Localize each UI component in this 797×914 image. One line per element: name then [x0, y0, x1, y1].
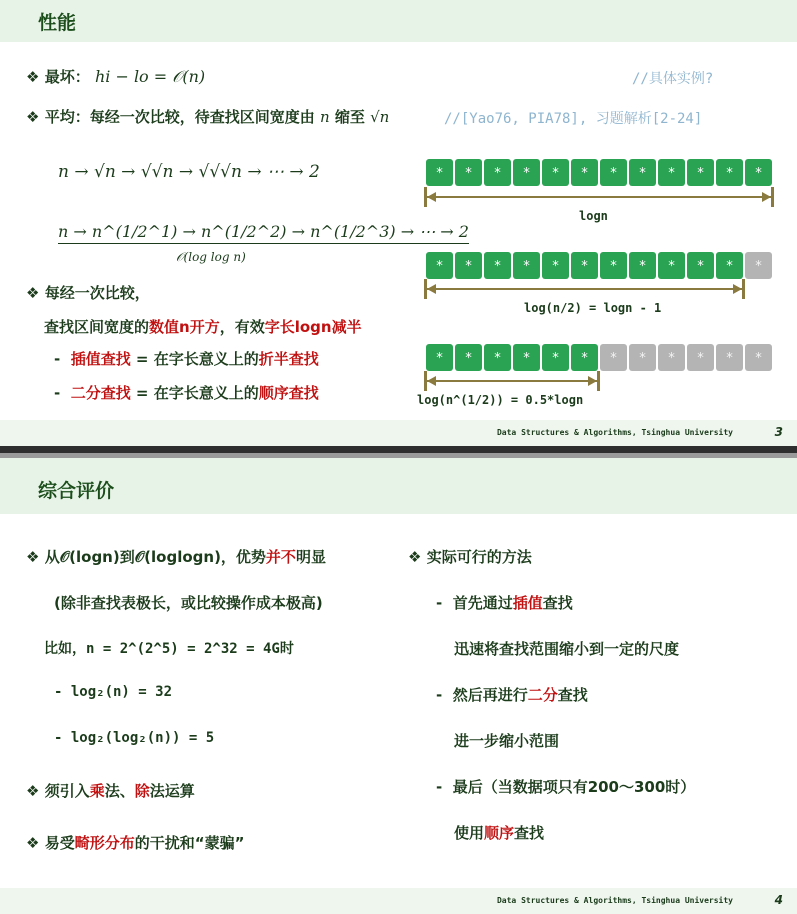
dist-b: 畸形分布 [74, 834, 135, 852]
arrow-logn-minus-1 [424, 281, 745, 297]
slide-title: 综合评价 [38, 480, 115, 502]
eliminated-cell: * [658, 344, 685, 371]
s2-c: 查找 [557, 686, 588, 704]
active-cell: * [629, 159, 656, 186]
practical-head [408, 546, 532, 567]
title-bar [0, 458, 797, 514]
cell-row-full [426, 159, 774, 186]
dist-c: 的干扰和“蒙骗” [134, 834, 245, 852]
advantage-end: 明显 [295, 548, 326, 566]
active-cell: * [571, 344, 598, 371]
binary-equals-sequential-line [54, 382, 319, 403]
active-cell: * [571, 252, 598, 279]
active-cell: * [455, 344, 482, 371]
active-cell: * [658, 159, 685, 186]
active-cell: * [687, 252, 714, 279]
dash: - [436, 686, 443, 704]
active-cell: * [687, 159, 714, 186]
eliminated-cell: * [745, 344, 772, 371]
s2-b: 二分 [527, 686, 558, 704]
footer-bar [0, 888, 797, 914]
worst-comment: //具体实例? [632, 71, 714, 87]
width-text-c: ，有效 [219, 318, 265, 336]
active-cell: * [513, 344, 540, 371]
bullet-icon: ❖ [408, 548, 422, 566]
worst-case-line [26, 66, 205, 87]
power-chain-formula: n → n^(1/2^1) → n^(1/2^2) → n^(1/2^3) → ⋯ → 2 [58, 222, 469, 244]
slide-performance [0, 0, 797, 446]
active-cell: * [542, 159, 569, 186]
advantage-line [26, 546, 326, 567]
width-text-d: 字长logn减半 [264, 318, 362, 336]
average-mid: 缩至 [329, 108, 365, 126]
bullet-icon: ❖ [26, 284, 40, 302]
md-d: 除 [134, 782, 150, 800]
practical-head-text: 实际可行的方法 [426, 548, 532, 566]
active-cell: * [455, 159, 482, 186]
s1-a: 首先通过 [452, 594, 513, 612]
md-a: 须引入 [44, 782, 90, 800]
page-number: 4 [774, 893, 783, 907]
active-cell: * [745, 159, 772, 186]
eliminated-cell: * [600, 344, 627, 371]
bullet-icon: ❖ [26, 782, 40, 800]
step3-sub [454, 822, 544, 843]
eliminated-cell: * [745, 252, 772, 279]
active-cell: * [513, 252, 540, 279]
eliminated-cell: * [716, 344, 743, 371]
eliminated-cell: * [687, 344, 714, 371]
md-e: 法运算 [149, 782, 195, 800]
active-cell: * [658, 252, 685, 279]
label-half-logn: log(n^(1/2)) = 0.5*logn [417, 393, 584, 407]
worst-label: 最坏： [44, 68, 90, 86]
s3-sub-b: 顺序 [484, 824, 515, 842]
interp-text: 插值查找 [70, 350, 131, 368]
equals-text: = 在字长意义上的 [130, 384, 259, 402]
s3-sub-a: 使用 [454, 824, 485, 842]
example-line: 比如，n = 2^(2^5) = 2^32 = 4G时 [44, 641, 294, 657]
average-label: 平均：每经一次比较，待查找区间宽度由 [44, 108, 315, 126]
active-cell: * [426, 252, 453, 279]
loglog-example: - log₂(log₂(n)) = 5 [54, 730, 215, 746]
binary-text: 折半查找 [258, 350, 319, 368]
title-bar [0, 0, 797, 42]
s3-text: 最后（当数据项只有200～300时） [452, 778, 696, 796]
active-cell: * [600, 252, 627, 279]
active-cell: * [455, 252, 482, 279]
active-cell: * [484, 252, 511, 279]
cell-row-sqrt [426, 344, 774, 371]
multiply-divide-line [26, 780, 195, 801]
width-text-a: 查找区间宽度的 [44, 318, 150, 336]
dash: - [54, 350, 61, 368]
slide-title: 性能 [38, 12, 77, 34]
average-n: n [319, 108, 330, 126]
width-text-b: 数值n开方 [149, 318, 220, 336]
s3-sub-c: 查找 [514, 824, 545, 842]
each-compare-line [26, 282, 150, 303]
each-compare-text: 每经一次比较， [44, 284, 150, 302]
label-logn: logn [579, 209, 608, 223]
dash: - [436, 594, 443, 612]
step3-line [436, 776, 695, 797]
loglog-underbrace-label: 𝒪(log log n) [176, 250, 246, 264]
s2-a: 然后再进行 [452, 686, 528, 704]
step2-sub: 进一步缩小范围 [454, 732, 560, 750]
page-number: 3 [774, 425, 783, 439]
eliminated-cell: * [629, 344, 656, 371]
sequential-text: 顺序查找 [258, 384, 319, 402]
average-case-line [26, 106, 389, 127]
arrow-half-logn [424, 373, 600, 389]
step1-sub: 迅速将查找范围缩小到一定的尺度 [454, 640, 680, 658]
binary-text: 二分查找 [70, 384, 131, 402]
distribution-line [26, 832, 244, 853]
active-cell: * [571, 159, 598, 186]
active-cell: * [484, 344, 511, 371]
footer-bar [0, 420, 797, 446]
bullet-icon: ❖ [26, 68, 40, 86]
worst-formula: hi − lo = 𝒪(n) [94, 67, 206, 86]
dash: - [436, 778, 443, 796]
arrow-logn [424, 189, 774, 205]
average-comment: //[Yao76, PIA78], 习题解析[2-24] [444, 111, 703, 127]
footer-text: Data Structures & Algorithms, Tsinghua University [496, 428, 733, 437]
bullet-icon: ❖ [26, 548, 40, 566]
advantage-red: 并不 [265, 548, 296, 566]
equals-text: = 在字长意义上的 [130, 350, 259, 368]
label-logn-minus-1: log(n/2) = logn - 1 [524, 301, 662, 315]
advantage-text: 从𝒪(logn)到𝒪(loglogn)，优势 [44, 548, 266, 566]
active-cell: * [716, 159, 743, 186]
cell-row-half [426, 252, 774, 279]
average-sqrtn: √n [370, 108, 390, 126]
slide-evaluation [0, 458, 797, 914]
active-cell: * [513, 159, 540, 186]
unless-line: (除非查找表极长，或比较操作成本极高) [54, 594, 323, 612]
sqrt-chain-formula: n → √n → √√n → √√√n → ⋯ → 2 [58, 162, 320, 182]
bullet-icon: ❖ [26, 834, 40, 852]
active-cell: * [426, 159, 453, 186]
dist-a: 易受 [44, 834, 75, 852]
active-cell: * [542, 344, 569, 371]
width-sqrt-line [44, 316, 362, 337]
bullet-icon: ❖ [26, 108, 40, 126]
md-c: 法、 [104, 782, 135, 800]
active-cell: * [716, 252, 743, 279]
step1-line [436, 592, 573, 613]
active-cell: * [629, 252, 656, 279]
footer-text: Data Structures & Algorithms, Tsinghua University [496, 896, 733, 905]
md-b: 乘 [89, 782, 105, 800]
interp-equals-binary-line [54, 348, 319, 369]
s1-c: 查找 [542, 594, 573, 612]
dash: - [54, 384, 61, 402]
active-cell: * [484, 159, 511, 186]
log-example: - log₂(n) = 32 [54, 684, 173, 700]
active-cell: * [542, 252, 569, 279]
step2-line [436, 684, 588, 705]
active-cell: * [426, 344, 453, 371]
s1-b: 插值 [512, 594, 543, 612]
active-cell: * [600, 159, 627, 186]
